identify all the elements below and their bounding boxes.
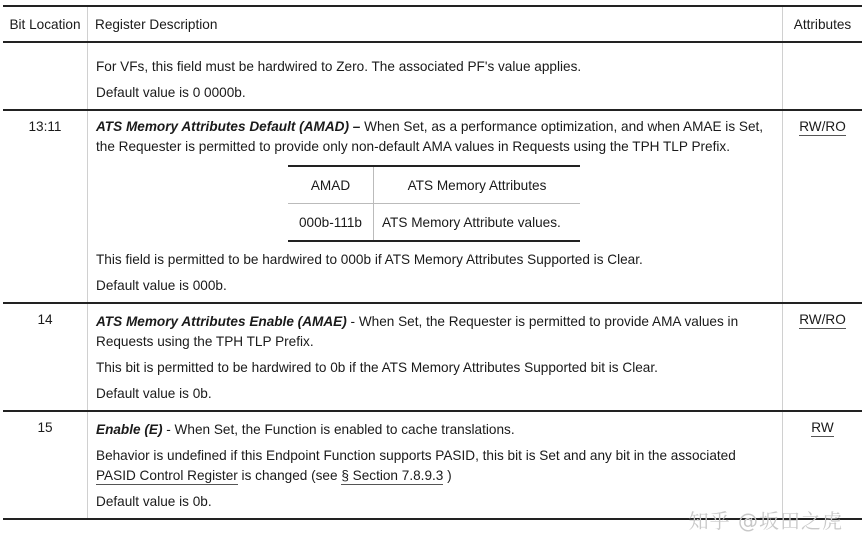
description-text: This field is permitted to be hardwired to 000b if ATS Memory Attributes Supported is Clear.: [96, 252, 643, 267]
table-row: [3, 110, 862, 303]
bit-location: 15: [3, 411, 88, 519]
field-description: When Set, as a performance optimization, and when AMAE is Set, the Requester is permitted to provide only non-default AMA values in Requests using the TPH TLP Prefix.: [96, 119, 764, 154]
description-text: This bit is permitted to be hardwired to 0b if the ATS Memory Attributes Supported bit is Clear.: [96, 360, 658, 375]
amad-value: 000b-111b: [288, 204, 374, 242]
amad-header: AMAD: [288, 166, 374, 204]
field-description: - When Set, the Function is enabled to cache translations.: [162, 422, 515, 437]
behavior-pre: Behavior is undefined if this Endpoint Function supports PASID, this bit is Set and any bit in the associated: [96, 448, 736, 463]
table-row: [3, 411, 862, 519]
attribute-link[interactable]: RW: [811, 420, 834, 435]
bit-location: 13:11: [3, 110, 88, 303]
field-title: Enable (E): [96, 422, 163, 437]
bit-location: 14: [3, 303, 88, 411]
behavior-mid: is changed (see: [237, 468, 342, 483]
behavior-post: ): [443, 468, 452, 483]
default-value: Default value is 0b.: [96, 494, 212, 509]
field-title: ATS Memory Attributes Enable (AMAE): [96, 314, 347, 329]
description-text: For VFs, this field must be hardwired to Zero. The associated PF's value applies.: [96, 59, 582, 74]
section-link[interactable]: § Section 7.8.9.3: [341, 468, 444, 483]
register-table: [3, 5, 862, 520]
attribute-link[interactable]: RW/RO: [799, 312, 846, 327]
table-row: [3, 303, 862, 411]
header-register-description: Register Description: [88, 6, 783, 42]
bit-location: [3, 42, 88, 110]
attribute-link[interactable]: RW/RO: [799, 119, 846, 134]
default-value: Default value is 0b.: [96, 386, 212, 401]
behavior-text: [96, 446, 774, 486]
header-attributes: Attributes: [783, 6, 863, 42]
watermark: 知乎 @坂田之虎: [688, 509, 843, 533]
default-value: Default value is 000b.: [96, 278, 227, 293]
amad-table: [288, 165, 580, 242]
field-description: - When Set, the Requester is permitted to provide AMA values in Requests using the TPH TLP Prefix.: [96, 314, 739, 349]
table-row: [3, 42, 862, 110]
field-title: ATS Memory Attributes Default (AMAD) –: [96, 119, 361, 134]
default-value: Default value is 0 0000b.: [96, 85, 246, 100]
ats-attributes-value: ATS Memory Attribute values.: [374, 204, 581, 242]
attribute: [783, 42, 863, 110]
pasid-control-register-link[interactable]: PASID Control Register: [96, 468, 238, 483]
ats-attributes-header: ATS Memory Attributes: [374, 166, 581, 204]
header-bit-location: Bit Location: [3, 6, 88, 42]
